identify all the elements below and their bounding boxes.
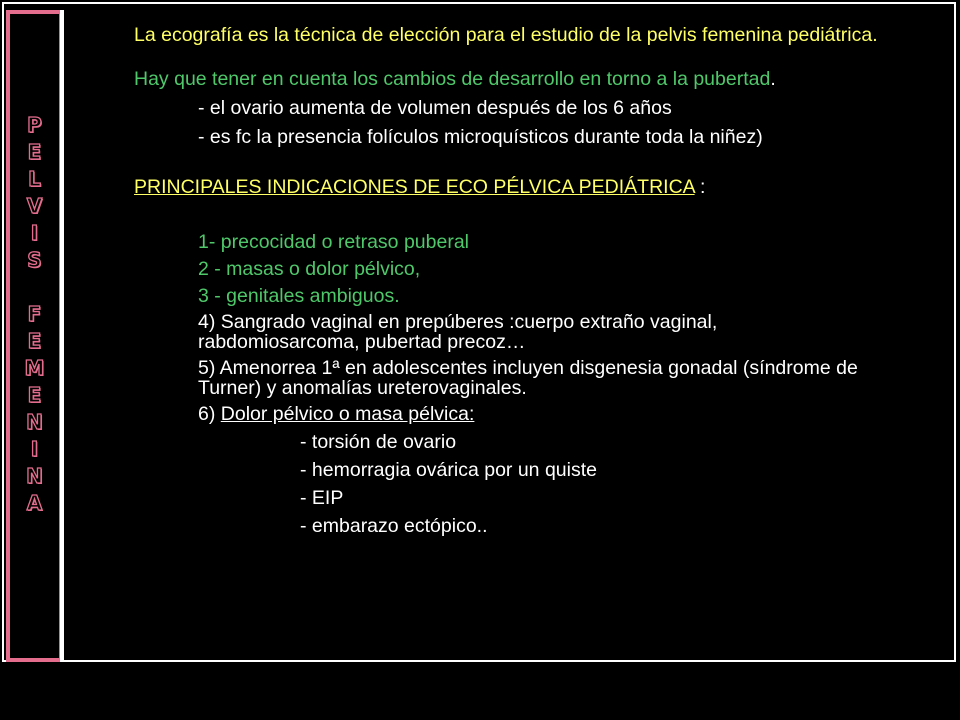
bottom-bar [0,668,960,720]
puberty-heading-end: . [770,68,776,90]
indications-list [134,231,934,425]
title-letter: N [26,464,43,488]
title-letter: L [28,167,41,191]
puberty-item: - es fc la presencia folículos microquísticos durante toda la niñez) [198,126,763,148]
indications-heading-end: : [694,176,706,198]
title-letter: A [26,491,43,515]
title-letter: N [26,410,43,434]
title-letter: F [27,302,42,326]
indications-heading-text: PRINCIPALES INDICACIONES DE ECO PÉLVICA PEDIÁTRICA [134,176,695,198]
puberty-item: - el ovario aumenta de volumen después de los 6 años [198,97,672,119]
title-letter: I [30,437,39,461]
indication-item: 2 - masas o dolor pélvico, [198,258,421,280]
title-letter: S [27,248,42,272]
slide-content [134,24,934,537]
title-letter: P [27,113,42,137]
vertical-title [10,112,59,517]
title-letter: V [26,194,43,218]
sub-item: - hemorragia ovárica por un quiste [300,459,597,481]
sub-item: - torsión de ovario [300,431,457,453]
indication-item: 5) Amenorrea 1ª en adolescentes incluyen disgenesia gonadal (síndrome de Turner) y anomalías ureterovaginales. [198,357,858,399]
title-letter: M [24,356,45,380]
intro-paragraph: La ecografía es la técnica de elección para el estudio de la pelvis femenina pediátrica. [134,24,878,46]
sidebar-divider-line [60,10,64,662]
indication-item [198,403,934,425]
sub-item: - embarazo ectópico.. [300,515,488,537]
indication-item: 3 - genitales ambiguos. [198,285,400,307]
indication-item: 4) Sangrado vaginal en prepúberes :cuerpo extraño vaginal, rabdomiosarcoma, pubertad precoz… [198,311,718,353]
puberty-heading [134,68,934,90]
vertical-title-sidebar [6,10,63,662]
title-letter: E [27,140,42,164]
indication-item: 1- precocidad o retraso puberal [198,231,469,253]
indications-heading [134,176,934,198]
puberty-heading-text: Hay que tener en cuenta los cambios de desarrollo en torno a la pubertad [134,68,771,90]
sub-item: - EIP [300,487,344,509]
title-letter: E [27,383,42,407]
indication-item6-label: Dolor pélvico o masa pélvica: [220,403,475,425]
pelvic-pain-sublist [134,431,934,537]
title-letter: E [27,329,42,353]
indication-item6-prefix: 6) [198,403,221,425]
title-letter: I [30,221,39,245]
